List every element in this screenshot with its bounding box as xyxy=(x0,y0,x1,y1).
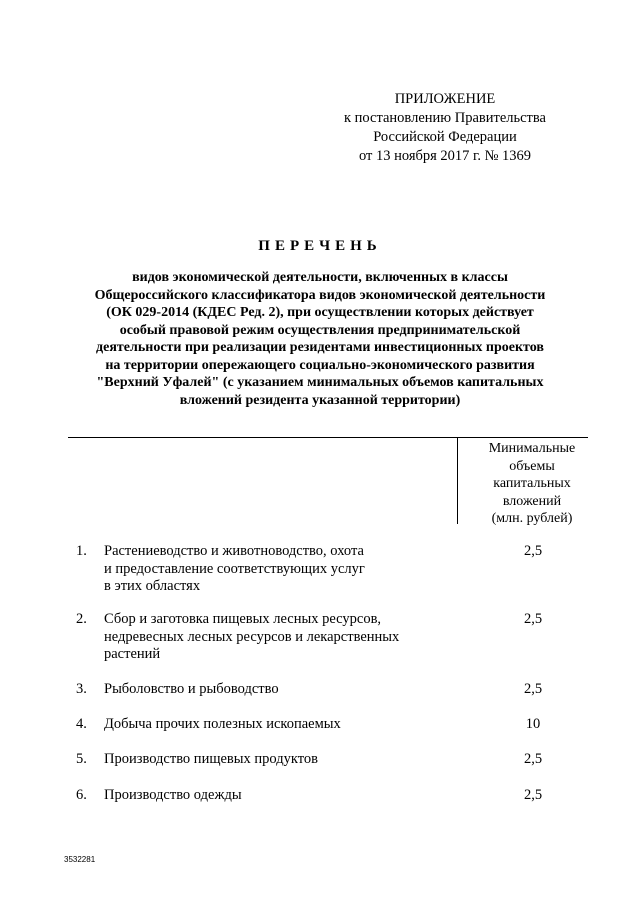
subtitle-line: Общероссийского классификатора видов экономической деятельности xyxy=(94,287,546,303)
activity-line: Производство пищевых продуктов xyxy=(104,751,318,767)
appendix-line-3: от 13 ноября 2017 г. № 1369 xyxy=(358,148,532,164)
activity-line: Растениеводство и животноводство, охота xyxy=(104,543,364,559)
row-activity xyxy=(104,681,444,699)
row-activity xyxy=(104,751,444,769)
subtitle-line: "Верхний Уфалей" (с указанием минимальных объемов капитальных xyxy=(96,375,544,390)
subtitle-line: видов экономической деятельности, включенных в классы xyxy=(132,270,508,285)
activity-line: Производство одежды xyxy=(104,787,242,803)
row-number: 3. xyxy=(76,681,87,697)
activity-line: в этих областях xyxy=(104,578,201,594)
row-value: 2,5 xyxy=(523,787,543,803)
row-activity xyxy=(104,716,444,734)
column-header-line: (млн. рублей) xyxy=(491,511,573,526)
row-value: 2,5 xyxy=(523,751,543,767)
row-value: 2,5 xyxy=(523,611,543,627)
activity-line: растений xyxy=(104,646,161,662)
subtitle-line: (ОК 029-2014 (КДЕС Ред. 2), при осуществлении которых действует xyxy=(106,305,534,320)
row-number: 6. xyxy=(76,787,87,803)
activity-line: недревесных лесных ресурсов и лекарственных xyxy=(104,628,400,645)
document-subtitle xyxy=(60,269,580,409)
row-activity xyxy=(104,543,444,596)
table-top-rule xyxy=(68,437,588,438)
column-header-line: капитальных xyxy=(493,476,571,491)
row-value: 10 xyxy=(525,716,541,732)
row-value: 2,5 xyxy=(523,681,543,697)
heading-block xyxy=(60,238,580,409)
activity-line: Добыча прочих полезных ископаемых xyxy=(104,716,341,732)
appendix-line-1: к постановлению Правительства xyxy=(344,110,546,126)
subtitle-line: деятельности при реализации резидентами инвестиционных проектов xyxy=(96,340,544,355)
subtitle-line: вложений резидента указанной территории) xyxy=(179,392,461,408)
row-activity xyxy=(104,611,444,664)
row-number: 1. xyxy=(76,543,87,559)
subtitle-line: особый правовой режим осуществления предпринимательской xyxy=(119,322,521,338)
activity-line: Сбор и заготовка пищевых лесных ресурсов, xyxy=(104,611,382,627)
column-header-line: вложений xyxy=(502,493,562,509)
column-header-line: Минимальные xyxy=(488,441,576,456)
row-number: 5. xyxy=(76,751,87,767)
appendix-line-2: Российской Федерации xyxy=(373,129,517,145)
document-code: 3532281 xyxy=(64,855,96,864)
appendix-block xyxy=(330,90,560,166)
column-divider xyxy=(457,437,458,524)
row-number: 4. xyxy=(76,716,87,732)
column-header-min-investment xyxy=(468,440,596,528)
appendix-title: ПРИЛОЖЕНИЕ xyxy=(394,91,496,107)
column-header-line: объемы xyxy=(509,458,555,474)
row-activity xyxy=(104,787,444,805)
activity-line: Рыболовство и рыбоводство xyxy=(104,681,279,697)
document-title: ПЕРЕЧЕНЬ xyxy=(258,238,382,254)
row-value: 2,5 xyxy=(523,543,543,559)
subtitle-line: на территории опережающего социально-экономического развития xyxy=(105,357,535,373)
activity-line: и предоставление соответствующих услуг xyxy=(104,560,365,577)
row-number: 2. xyxy=(76,611,87,627)
